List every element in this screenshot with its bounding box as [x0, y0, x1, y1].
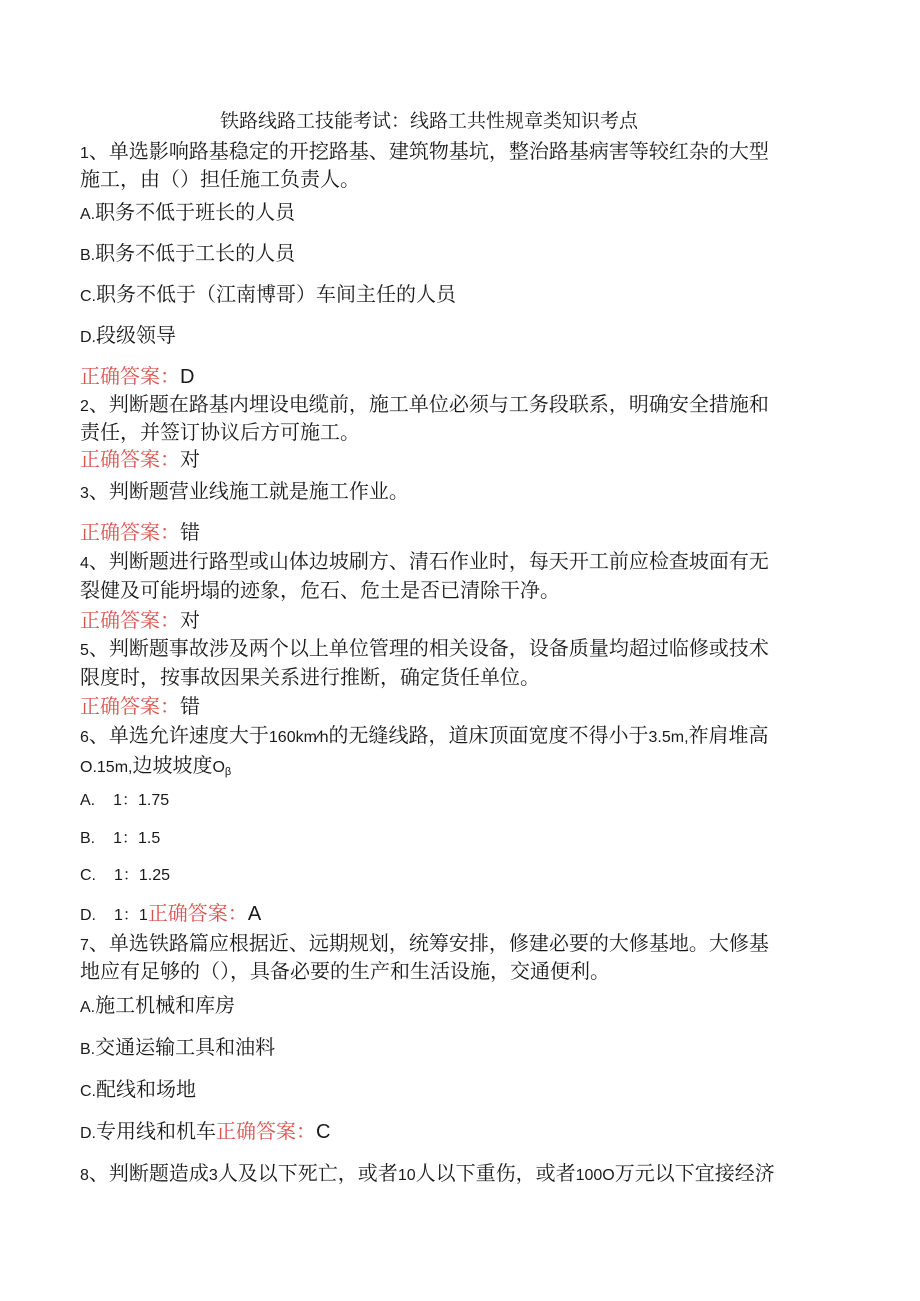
question-text: 单选铁路篇应根据近、远期规划，统筹安排，修建必要的大修基地。大修基: [108, 931, 769, 955]
option-a: A.施工机械和库房: [80, 993, 236, 1017]
answer-label: 正确答案：: [80, 694, 180, 718]
question-text-cont: 施工，由（）担任施工负责人。: [80, 167, 360, 191]
option-d: D.专用线和机车正确答案：C: [80, 1119, 331, 1143]
question-number: 2: [80, 398, 89, 415]
question-8: 8、判断题造成3人及以下死亡，或者10人以下重伤，或者100O万元以下宜接经济: [80, 1161, 775, 1185]
answer-line: [80, 519, 200, 545]
option-b: B.交通运输工具和油料: [80, 1035, 276, 1059]
option-a: A. 1：1.75: [80, 792, 170, 809]
answer-value: 对: [180, 447, 200, 471]
option-b: B.职务不低于工长的人员: [80, 241, 296, 265]
answer-value: A: [247, 903, 262, 925]
answer-value: 错: [180, 520, 200, 544]
question-text-cont: 限度时，按事故因果关系进行推断，确定货任单位。: [80, 665, 540, 689]
question-number: 1: [80, 145, 89, 162]
question-2: 2、判断题在路基内埋设电缆前，施工单位必须与工务段联系，明确安全措施和: [80, 392, 769, 416]
answer-value: D: [180, 366, 195, 388]
option-c: C. 1：1.25: [80, 867, 171, 884]
answer-label: 正确答案：: [147, 901, 248, 925]
question-text-cont: 地应有足够的（），具备必要的生产和生活设施，交通便利。: [80, 959, 610, 983]
option-c: C.职务不低于（江南博哥）车间主任的人员: [80, 282, 456, 306]
answer-line: [80, 363, 194, 390]
question-4: 4、判断题进行路型或山体边坡刷方、清石作业时，每天开工前应检查坡面有无: [80, 549, 769, 573]
option-c: C.配线和场地: [80, 1077, 196, 1101]
answer-line: [80, 693, 200, 719]
option-d: D.段级领导: [80, 323, 176, 347]
answer-value: 对: [180, 608, 200, 632]
answer-value: C: [316, 1121, 331, 1143]
question-text-cont: O.15m,边坡坡度$O_\beta$: [80, 753, 232, 778]
question-number: 7: [80, 937, 89, 954]
option-a: A.职务不低于班长的人员: [80, 200, 296, 224]
answer-label: 正确答案：: [80, 447, 180, 471]
question-5: 5、判断题事故涉及两个以上单位管理的相关设备，设备质量均超过临修或技术: [80, 636, 769, 660]
question-text: 判断题在路基内埋设电缆前，施工单位必须与工务段联系，明确安全措施和: [108, 392, 769, 416]
question-6: 6、单选允许速度大于160km∕h的无缝线路，道床顶面宽度不得小于3.5m,祚肩堆高: [80, 723, 769, 747]
option-d: D. 1：1正确答案：A: [80, 901, 262, 925]
question-text-cont: 裂健及可能坍塌的迹象，危石、危土是否已清除干净。: [80, 578, 560, 602]
answer-label: 正确答案：: [80, 608, 180, 632]
question-number: 3: [80, 485, 89, 502]
question-3: 3、判断题营业线施工就是施工作业。: [80, 479, 409, 503]
document-title: 铁路线路工技能考试：线路工共性规章类知识考点: [220, 110, 639, 132]
answer-label: 正确答案：: [216, 1119, 316, 1143]
question-number: 8: [80, 1167, 89, 1184]
answer-label: 正确答案：: [80, 520, 180, 544]
question-1: 1、单选影响路基稳定的开挖路基、建筑物基坑，整治路基病害等较红杂的大型: [80, 139, 769, 163]
question-text: 判断题进行路型或山体边坡刷方、清石作业时，每天开工前应检查坡面有无: [108, 549, 769, 573]
answer-value: 错: [180, 694, 200, 718]
answer-line: [80, 446, 200, 472]
question-text: 判断题营业线施工就是施工作业。: [108, 479, 409, 503]
question-text: 判断题事故涉及两个以上单位管理的相关设备，设备质量均超过临修或技术: [108, 636, 769, 660]
answer-label: 正确答案：: [80, 364, 180, 388]
question-number: 5: [80, 642, 89, 659]
answer-line: [80, 607, 200, 633]
question-7: 7、单选铁路篇应根据近、远期规划，统筹安排，修建必要的大修基地。大修基: [80, 931, 769, 955]
option-b: B. 1：1.5: [80, 830, 161, 847]
question-number: 4: [80, 555, 89, 572]
question-text: 单选影响路基稳定的开挖路基、建筑物基坑，整治路基病害等较红杂的大型: [108, 139, 769, 163]
question-text-cont: 责任，并签订协议后方可施工。: [80, 420, 360, 444]
question-number: 6: [80, 729, 89, 746]
